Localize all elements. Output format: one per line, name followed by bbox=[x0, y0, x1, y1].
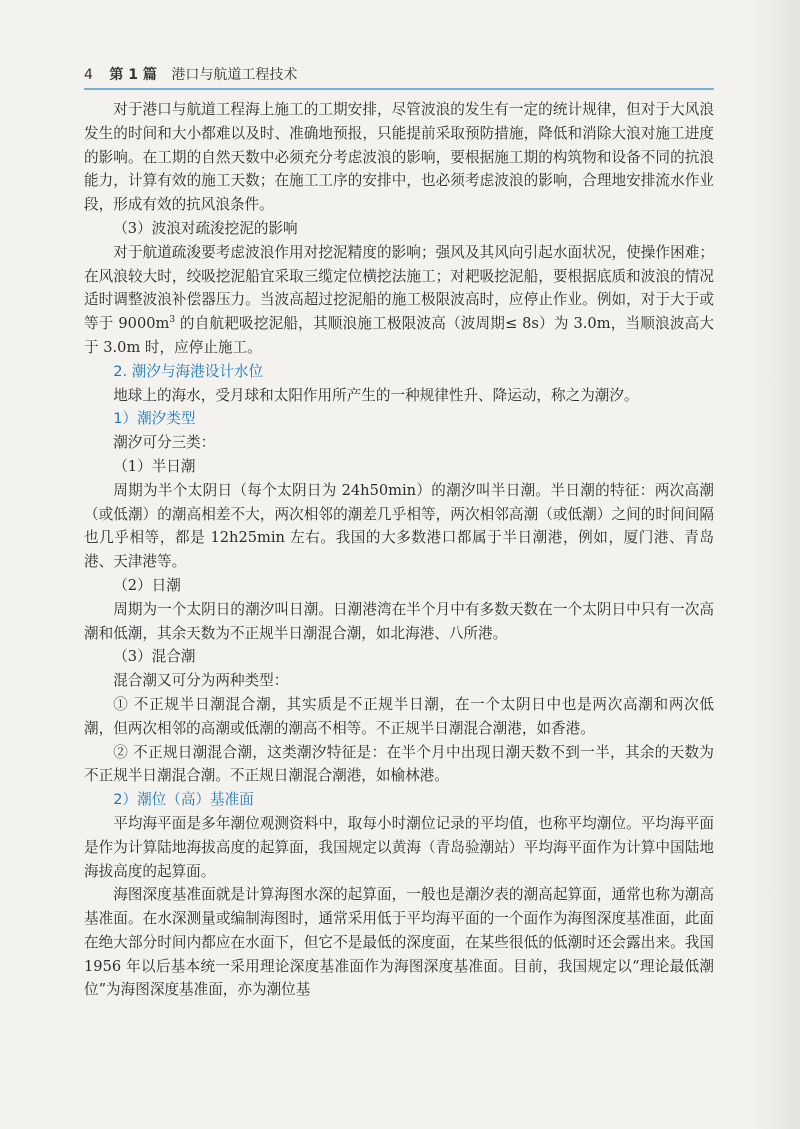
paragraph-dredging-text-a: 对于航道疏浚要考虑波浪作用对挖泥精度的影响；强风及其风向引起水面状况，使操作困难；在风浪较大时，绞吸挖泥船宜采取三缆定位横挖法施工；对耙吸挖泥船，要根据底质和波浪的情况适时调整波浪补偿器压力。当波高超过挖泥船的施工极限波高时，应停止作业。例如，对于大于或等于 9000m bbox=[84, 243, 714, 333]
subsection-heading-datum: 2）潮位（高）基准面 bbox=[113, 791, 254, 809]
paragraph-chart-datum: 海图深度基准面就是计算海图水深的起算面，一般也是潮汐表的潮高起算面，通常也称为潮高基准面。在水深测量或编制海图时，通常采用低于平均海平面的一个面作为海图深度基准面，此面在绝大部分时间内都应在水面下，但它不是最低的深度面，在某些很低的低潮时还会露出来。我国 1956 年以后基本统一采用理论深度基准面作为海图深度基准面。目前，我国规定以“理论最低潮位”为海图深度基准面，亦为潮位基 bbox=[84, 886, 714, 999]
paragraph-mixed-types: 混合潮又可分为两种类型： bbox=[113, 672, 289, 690]
paragraph-semidiurnal: 周期为半个太阴日（每个太阴日为 24h50min）的潮汐叫半日潮。半日潮的特征：两次高潮（或低潮）的潮高相差不大，两次相邻的潮差几乎相等，两次相邻高潮（或低潮）之间的时间间隔也几乎相等，都是 12h25min 左右。我国的大多数港口都属于半日潮港，例如，厦门港、青岛港、天津港等。 bbox=[84, 481, 714, 571]
page-number: 4 bbox=[84, 67, 93, 83]
paragraph-mean-sea-level: 平均海平面是多年潮位观测资料中，取每小时潮位记录的平均值，也称平均潮位。平均海平面是作为计算陆地海拔高度的起算面，我国规定以黄海（青岛验潮站）平均海平面作为计算中国陆地海拔高度的起算面。 bbox=[84, 814, 714, 880]
subheading-dredging: （3）波浪对疏浚挖泥的影响 bbox=[113, 219, 298, 237]
subheading-semidiurnal: （1）半日潮 bbox=[113, 457, 196, 475]
page-body bbox=[84, 98, 714, 1002]
header-rule bbox=[84, 88, 714, 90]
paragraph-diurnal: 周期为一个太阴日的潮汐叫日潮。日潮港湾在半个月中有多数天数在一个太阴日中只有一次高潮和低潮，其余天数为不正规半日潮混合潮，如北海港、八所港。 bbox=[84, 600, 714, 642]
paragraph-mixed-diurnal: ② 不正规日潮混合潮，这类潮汐特征是：在半个月中出现日潮天数不到一半，其余的天数为不正规半日潮混合潮。不正规日潮混合潮港，如榆林港。 bbox=[84, 743, 714, 785]
paragraph-mixed-semidiurnal: ① 不正规半日潮混合潮，其实质是不正规半日潮，在一个太阴日中也是两次高潮和两次低潮，但两次相邻的高潮或低潮的潮高不相等。不正规半日潮混合潮港，如香港。 bbox=[84, 695, 714, 737]
subheading-diurnal: （2）日潮 bbox=[113, 576, 181, 594]
page-edge-shadow bbox=[752, 0, 800, 1129]
paragraph-dredging-text-b: 的自航耙吸挖泥船，其顺浪施工极限波高（波周期≤ 8s）为 3.0m，当顺浪波高大于 3.0m 时，应停止施工。 bbox=[84, 315, 714, 356]
chapter-label: 第 1 篇 bbox=[109, 67, 157, 83]
chapter-title: 港口与航道工程技术 bbox=[171, 67, 298, 83]
section-heading-tide: 2. 潮汐与海港设计水位 bbox=[113, 362, 264, 380]
subsection-heading-tide-types: 1）潮汐类型 bbox=[113, 410, 196, 428]
paragraph-tide-definition: 地球上的海水，受月球和太阳作用所产生的一种规律性升、降运动，称之为潮汐。 bbox=[113, 386, 639, 404]
subheading-mixed: （3）混合潮 bbox=[113, 648, 196, 666]
superscript-cubic: 3 bbox=[169, 315, 176, 326]
paragraph-construction-schedule: 对于港口与航道工程海上施工的工期安排，尽管波浪的发生有一定的统计规律，但对于大风浪发生的时间和大小都难以及时、准确地预报，只能提前采取预防措施，降低和消除大浪对施工进度的影响。在工期的自然天数中必须充分考虑波浪的影响，要根据施工期的构筑物和设备不同的抗浪能力，计算有效的施工天数；在施工工序的安排中，也必须考虑波浪的影响，合理地安排流水作业段，形成有效的抗风浪条件。 bbox=[84, 101, 714, 214]
paragraph-dredging bbox=[84, 241, 714, 360]
paragraph-tide-categories: 潮汐可分三类： bbox=[113, 434, 216, 452]
running-header bbox=[84, 64, 724, 84]
